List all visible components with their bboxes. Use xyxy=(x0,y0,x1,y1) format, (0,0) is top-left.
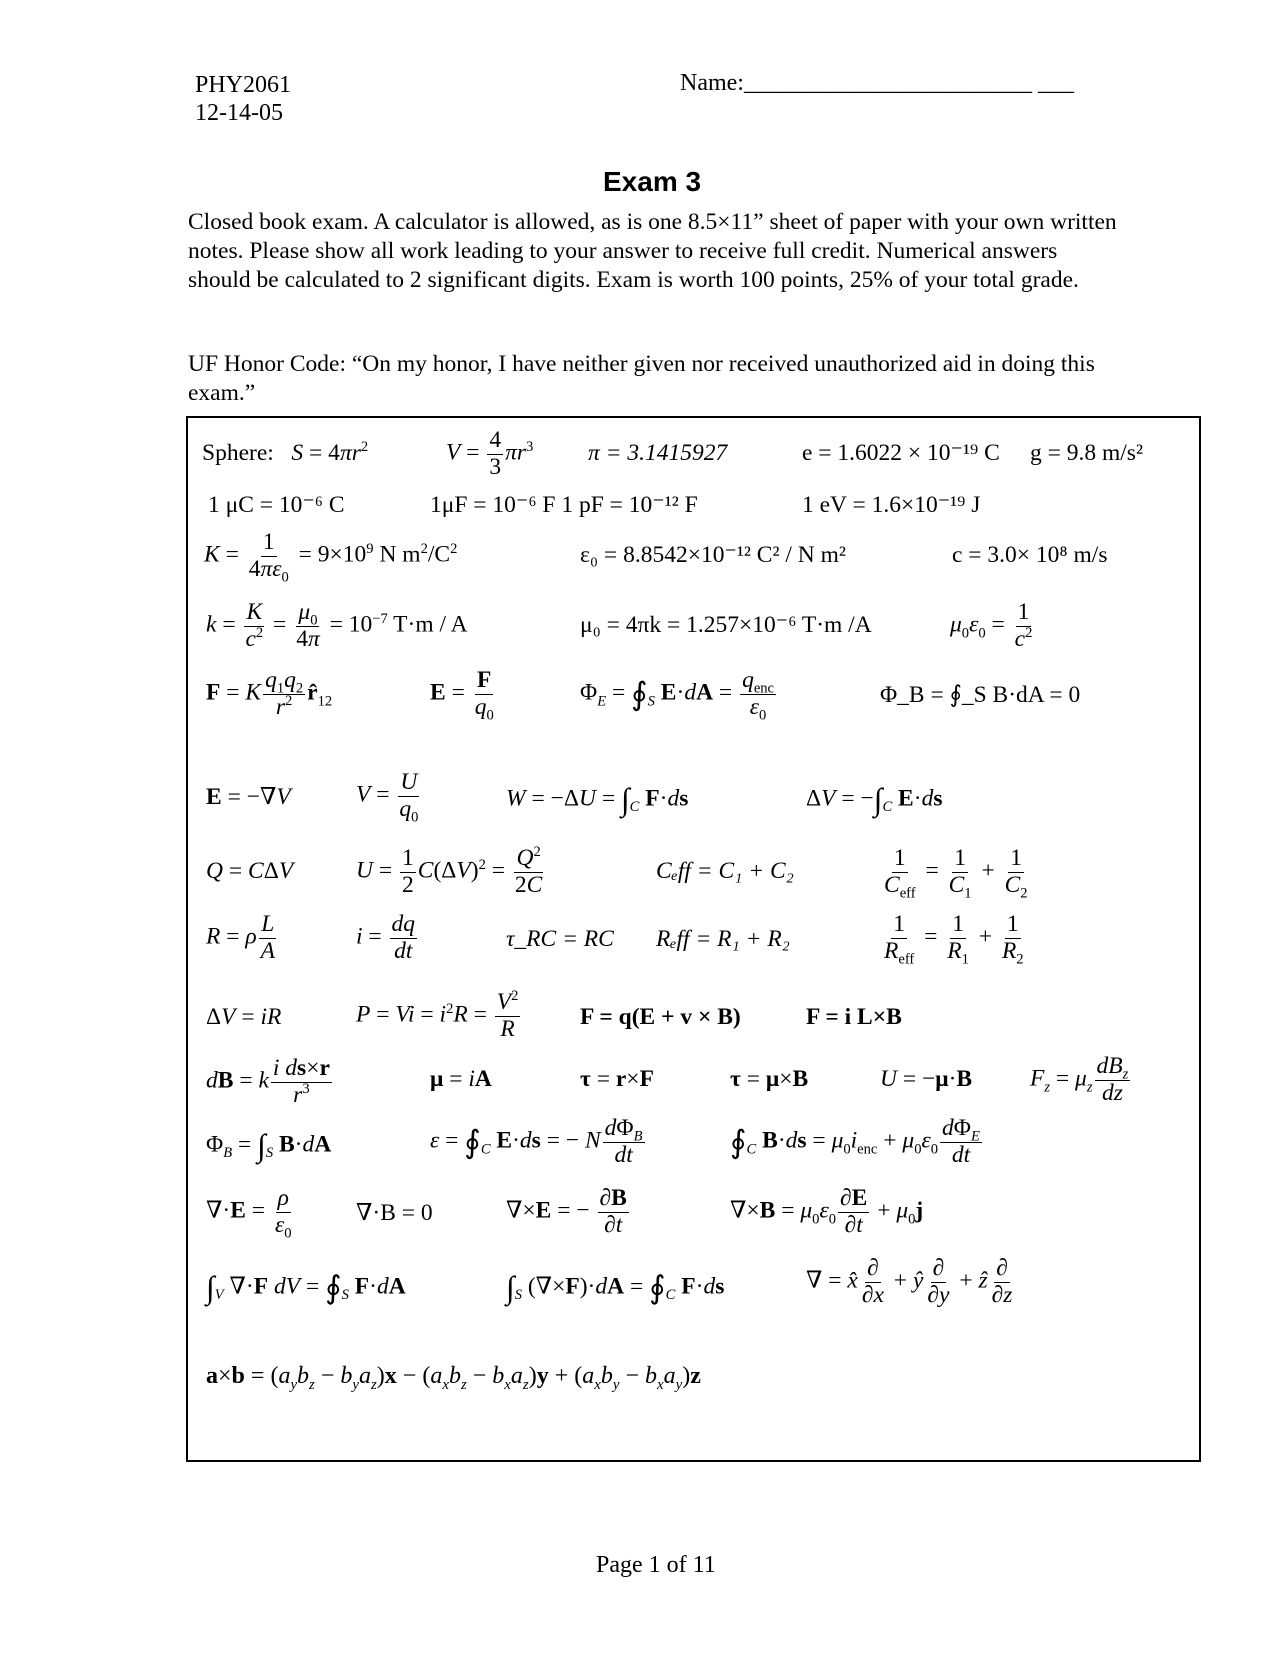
microcoulomb-conversion: 1 μC = 10⁻⁶ C xyxy=(208,492,345,518)
resistors-parallel: $\frac{1}{R_{eff}}$ = $\frac{1}{R_1}$ + $\frac{1}{R_2}$ xyxy=(884,911,1024,968)
dipole-torque: τ = μ×B xyxy=(730,1066,809,1092)
electronvolt-conversion: 1 eV = 1.6×10⁻¹⁹ J xyxy=(802,492,981,518)
dipole-force: $F_z = \mu_z$ $\frac{dB_z}{dz}$ xyxy=(1030,1053,1129,1106)
coulomb-law: F = K $\frac{q_1q_2}{r^2}$ $r̂_{12}$ xyxy=(206,667,333,720)
name-line: ________________________ ___ xyxy=(743,70,1074,96)
potential-difference: $\Delta V = -\int_C$ E·ds xyxy=(806,782,943,817)
permittivity-constant: ε₀ = 8.8542×10⁻¹² C² / N m² xyxy=(580,542,846,568)
potential-definition: V = $\frac{U}{q_0}$ xyxy=(356,769,419,826)
gauss-law-magnetic: Φ_B = ∮_S B·dA = 0 xyxy=(880,682,1081,708)
field-gradient-relation: E = −∇V xyxy=(206,784,291,810)
sphere-volume-formula: V = $\frac{4}{3}$ $\pi r^3$ xyxy=(446,427,534,480)
page-number: Page 1 of 11 xyxy=(596,1552,716,1578)
divergence-theorem: $\int_V$ ∇·F dV = $∮_S$ F·dA xyxy=(206,1270,406,1305)
torque-definition: τ = r×F xyxy=(580,1066,654,1092)
instructions: Closed book exam. A calculator is allowed, as is one 8.5×11” sheet of paper with your own written notes. Please show all work leading to your answer to receive full credit. Numerical answers should be calculated to 2 significant digits. Exam is worth 100 points, 25% of your total grade. xyxy=(188,209,1117,293)
capacitors-parallel: Cₑff = C₁ + C₂ xyxy=(656,858,794,884)
resistance-formula: R = ρ $\frac{L}{A}$ xyxy=(206,911,276,964)
faraday-differential: ∇×E = − $\frac{\partial B}{\partial t}$ xyxy=(506,1185,627,1238)
magnetic-k-constant: k = $\frac{K}{c^2}$ = $\frac{\mu_0}{4\pi}$ = $10^{-7}$ T·m / A xyxy=(206,599,468,652)
capacitor-energy: U = $\frac{1}{2}$ $C(\Delta V)^2$ = $\frac{Q^2}{2C}$ xyxy=(356,844,543,898)
name-field[interactable] xyxy=(680,70,1074,97)
capacitance-definition: Q = CΔV xyxy=(206,858,294,884)
no-monopole-law: ∇·B = 0 xyxy=(356,1200,433,1226)
magnetic-moment: μ = iA xyxy=(430,1066,492,1092)
gauss-differential: ∇·E = $\frac{\rho}{\varepsilon_0}$ xyxy=(206,1185,292,1242)
magnetic-flux: $\Phi_B = \int_S$ B·dA xyxy=(206,1128,332,1163)
pi-value: π = 3.1415927 xyxy=(588,440,728,466)
gauss-law-electric: $\Phi_E$ = $∮_S$ E·dA = $\frac{q_{enc}}{\varepsilon_0}$ xyxy=(580,667,775,724)
farad-conversions: 1μF = 10⁻⁶ F 1 pF = 10⁻¹² F xyxy=(430,492,698,518)
dipole-energy: U = −μ·B xyxy=(880,1066,973,1092)
wire-force: F = i L×B xyxy=(806,1004,902,1030)
electron-charge: e = 1.6022 × 10⁻¹⁹ C xyxy=(802,440,1000,466)
exam-date: 12-14-05 xyxy=(195,100,283,126)
page-title: Exam 3 xyxy=(603,166,702,197)
capacitors-series: $\frac{1}{C_{eff}}$ = $\frac{1}{C_1}$ + $\frac{1}{C_2}$ xyxy=(884,845,1028,902)
ampere-differential: $\nabla\times B = \mu_0\varepsilon_0$ $\frac{\partial E}{\partial t}$ + $\mu_0j$ xyxy=(730,1185,924,1238)
course-code: PHY2061 xyxy=(195,72,292,98)
faraday-law: $\varepsilon = ∮_C$ E·ds = − N $\frac{d\Phi_B}{dt}$ xyxy=(430,1115,643,1168)
ampere-maxwell-law: $∮_C$ $B\cdot ds = \mu_0i_{enc} + \mu_0\varepsilon_0$ $\frac{d\Phi_E}{dt}$ xyxy=(730,1115,980,1168)
honor-code: UF Honor Code: “On my honor, I have neither given nor received unauthorized aid in doing this exam.” xyxy=(188,351,1095,406)
sphere-area-formula: Sphere: $S = 4\pi r^2$ xyxy=(202,439,369,466)
speed-of-light: c = 3.0× 10⁸ m/s xyxy=(952,542,1108,568)
power-formula: $P = Vi = i^2R$ = $\frac{V^2}{R}$ xyxy=(356,988,519,1042)
del-operator: ∇ = x̂ $\frac{\partial}{\partial x}$ + ŷ $\frac{\partial}{\partial y}$ + ẑ $\frac{\partial}{\partial z}$ xyxy=(806,1255,1013,1308)
work-energy-relation: $W = -\Delta U = \int_C$ F·ds xyxy=(506,782,689,817)
stokes-theorem: $\int_S$ $(\nabla\times F)\cdot dA = ∮_C$ F·ds xyxy=(506,1270,725,1305)
mu0-epsilon0-relation: $\mu_0\varepsilon_0$ = $\frac{1}{c^2}$ xyxy=(950,599,1033,652)
cross-product-formula: $a\times b = (a_yb_z - b_ya_z)x - (a_xb_z - b_xa_z)y + (a_xb_y - b_xa_y)z$ xyxy=(206,1363,701,1393)
coulomb-constant: K = $\frac{1}{4\pi\varepsilon_0}$ = $9\times 10^9$ N $m^2/C^2$ xyxy=(204,529,458,586)
electric-field-definition: E = $\frac{F}{q_0}$ xyxy=(430,667,494,724)
lorentz-force: F = q(E + v × B) xyxy=(580,1004,741,1030)
gravity-constant: g = 9.8 m/s² xyxy=(1030,440,1144,466)
ohms-law: ΔV = iR xyxy=(206,1004,282,1030)
rc-time-constant: τ_RC = RC xyxy=(506,926,614,952)
biot-savart-law: dB = k $\frac{\text{i ds×r}}{r^3}$ xyxy=(206,1055,330,1108)
current-definition: i = $\frac{dq}{dt}$ xyxy=(356,911,416,964)
resistors-series: Rₑff = R₁ + R₂ xyxy=(656,926,790,952)
permeability-constant: μ₀ = 4πk = 1.257×10⁻⁶ T·m /A xyxy=(580,612,872,638)
name-label: Name: xyxy=(680,70,744,96)
